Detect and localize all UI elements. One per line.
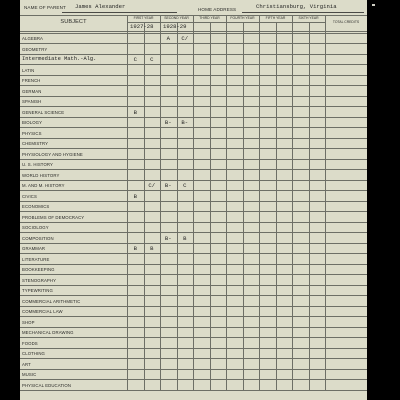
subject-name: BOOKKEEPING (22, 267, 55, 272)
grade-column-rule (292, 15, 293, 390)
subject-name: COMMERCIAL ARITHMETIC (22, 298, 81, 304)
subject-column-rule (127, 15, 128, 390)
home-address-value: Christiansburg, Virginia (256, 3, 337, 10)
year-header: THIRD YEAR (199, 16, 220, 20)
year-header: FIFTH YEAR (265, 16, 286, 20)
school-year-value: 1928-29 (163, 22, 187, 30)
grade-cell: B- (164, 234, 172, 242)
grade-cell: B (133, 245, 137, 253)
edge-mark (372, 4, 375, 6)
subject-name: ECONOMICS (22, 204, 50, 209)
grade-column-rule (309, 22, 310, 390)
subject-name: PHYSICAL EDUCATION (22, 382, 72, 388)
subject-name: SOCIOLOGY (22, 225, 49, 230)
subject-name: LATIN (22, 67, 35, 73)
grade-column-rule (210, 22, 211, 390)
parent-name-value: James Alexander (75, 3, 126, 10)
grade-cell: B- (164, 182, 172, 190)
record-card (20, 0, 367, 400)
grade-cell: C (183, 182, 187, 190)
subject-name: COMPOSITION (22, 235, 54, 241)
total-column-rule (325, 15, 326, 390)
year-header: FIRST YEAR (133, 16, 154, 20)
subject-name: PHYSIOLOGY AND HYGIENE (22, 151, 83, 157)
grade-cell: B (183, 234, 187, 242)
subject-name: MECHANICAL DRAWING (22, 330, 74, 335)
grade-cell: B (133, 108, 137, 116)
grade-cell: B (150, 245, 154, 253)
grade-column-rule (259, 15, 260, 390)
subject-name: SHOP (22, 319, 35, 325)
subject-name: LITERATURE (22, 256, 50, 262)
subject-name: SPANISH (22, 99, 42, 104)
subject-name: GRAMMAR (22, 246, 46, 251)
grade-cell: C/ (148, 182, 156, 190)
total-credits-header: TOTAL CREDITS (332, 20, 360, 24)
subject-name: WORLD HISTORY (22, 172, 60, 178)
home-address-label: HOME ADDRESS (198, 7, 237, 12)
subject-name: GEOMETRY (22, 46, 48, 52)
grade-cell: C (150, 56, 154, 64)
subject-name: GENERAL SCIENCE (22, 109, 65, 115)
school-year-value: 1927-28 (130, 22, 154, 30)
year-header: SIXTH YEAR (298, 16, 319, 20)
home-address-underline (242, 12, 364, 13)
subject-name: FRENCH (22, 78, 41, 83)
grade-column-rule (193, 15, 194, 390)
subject-name: STENOGRAPHY (22, 277, 57, 283)
subject-name: PHYSICS (22, 130, 42, 136)
parent-name-label: NAME OF PARENT (24, 5, 66, 10)
parent-name-underline (62, 12, 177, 13)
grade-column-rule (276, 22, 277, 390)
grade-column-rule (160, 15, 161, 390)
subject-header: SUBJECT (60, 19, 87, 25)
grade-column-rule (243, 22, 244, 390)
year-header: FOURTH YEAR (230, 16, 255, 20)
subject-name: TYPEWRITING (22, 288, 53, 293)
subject-name: M. AND M. HISTORY (22, 183, 65, 188)
subject-name: Intermediate Math.-Alg. (22, 56, 97, 62)
grade-cell: B (133, 192, 137, 200)
subject-name: COMMERCIAL LAW (22, 309, 63, 314)
subject-name: U. S. HISTORY (22, 162, 53, 167)
subject-name: PROBLEMS OF DEMOCRACY (22, 214, 85, 220)
subject-name: ART (22, 361, 31, 367)
subject-name: BIOLOGY (22, 120, 43, 125)
subject-name: GERMAN (22, 88, 42, 94)
grade-column-rule (226, 15, 227, 390)
grade-cell: B- (181, 119, 189, 127)
grade-cell: B- (164, 119, 172, 127)
grade-cell: A (166, 35, 170, 43)
subject-name: MUSIC (22, 372, 37, 377)
grade-column-rule (177, 22, 178, 390)
subject-name: FOODS (22, 340, 38, 346)
grade-cell: C/ (181, 35, 189, 43)
subject-name: ALGEBRA (22, 36, 43, 41)
year-header: SECOND YEAR (164, 16, 189, 20)
subject-name: CIVICS (22, 193, 37, 199)
subject-name: CHEMISTRY (22, 141, 49, 146)
subject-name: CLOTHING (22, 351, 46, 356)
grade-column-rule (144, 22, 145, 390)
grade-cell: C (133, 56, 137, 64)
